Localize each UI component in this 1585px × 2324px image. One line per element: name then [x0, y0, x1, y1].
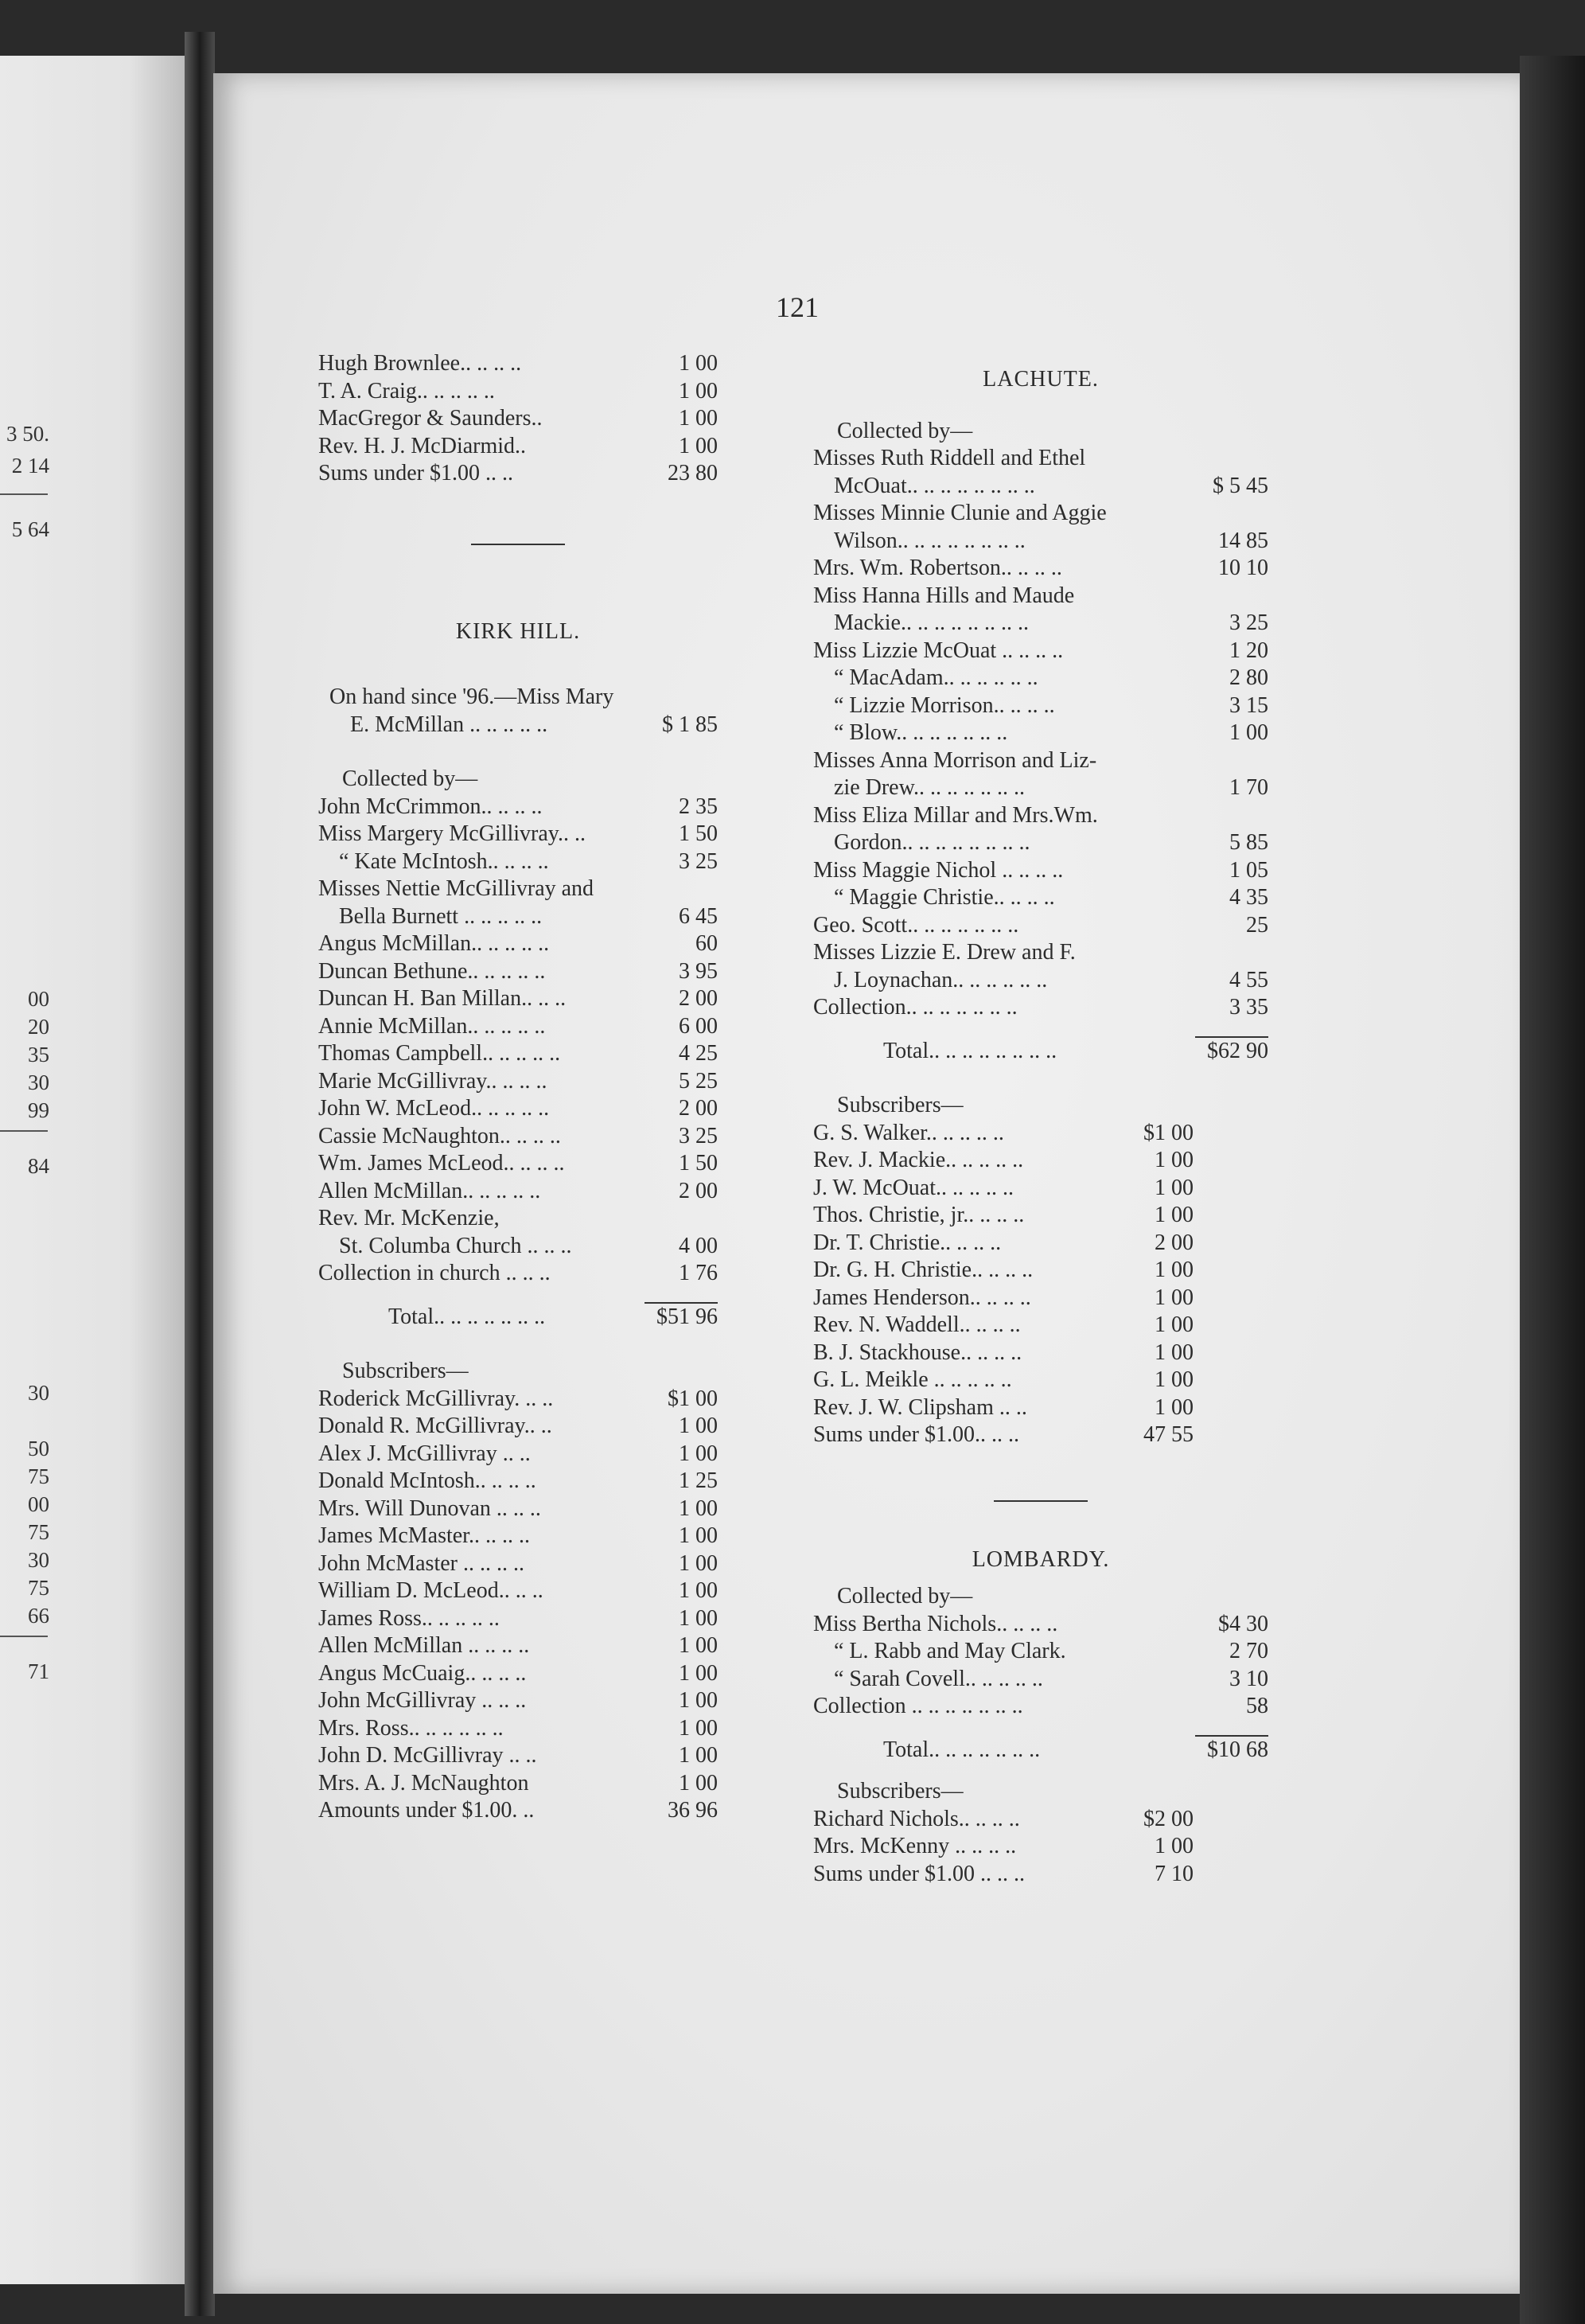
ledger-row	[813, 610, 1268, 638]
entry-amount: 2 70	[1229, 1639, 1268, 1663]
prev-page-fragment: 2 14	[11, 454, 49, 478]
entry-name: Mrs. McKenny .. .. .. ..	[813, 1834, 1017, 1858]
prev-page-fragment: 3 50.	[6, 422, 49, 446]
entry-name: Allen McMillan.. .. .. .. ..	[318, 1178, 541, 1203]
entry-name: Miss Bertha Nichols.. .. .. ..	[813, 1611, 1058, 1636]
ledger-row	[813, 1421, 1194, 1449]
entry-amount: 1 00	[1155, 1394, 1194, 1420]
ledger-row	[813, 1285, 1194, 1312]
ledger-row	[318, 1632, 718, 1660]
entry-name: Sums under $1.00 .. ..	[318, 461, 513, 485]
entry-name: Gordon.. .. .. .. .. .. .. ..	[834, 830, 1030, 855]
entry-amount: 1 00	[1155, 1339, 1194, 1365]
prev-page-rule	[0, 493, 48, 495]
entry-amount	[1264, 802, 1268, 830]
entry-amount: 2 00	[679, 1178, 718, 1203]
ledger-row	[318, 1013, 718, 1041]
ledger-row	[813, 1202, 1194, 1230]
entry-amount: 1 00	[1155, 1834, 1194, 1858]
prev-page-fragment: 00	[28, 1492, 49, 1516]
entry-name: E. McMillan .. .. .. .. ..	[350, 712, 548, 737]
entry-amount: $2 00	[1143, 1806, 1194, 1831]
entry-amount: 4 25	[679, 1041, 718, 1066]
ledger-row	[318, 1742, 718, 1770]
entry-amount: 23 80	[668, 461, 718, 485]
ledger-row	[813, 829, 1268, 857]
on-hand-amount-row	[329, 712, 718, 739]
prev-page-fragment: 00	[28, 987, 49, 1011]
ledger-row	[813, 1339, 1194, 1367]
entry-amount	[713, 1205, 718, 1233]
entry-amount: 1 00	[679, 351, 718, 376]
entry-name: Thos. Christie, jr.. .. .. ..	[813, 1203, 1025, 1227]
entry-name: Donald R. McGillivray.. ..	[318, 1414, 552, 1438]
entry-name: James McMaster.. .. .. ..	[318, 1523, 530, 1548]
prev-page-fragment: 30	[28, 1381, 49, 1405]
entry-name: T. A. Craig.. .. .. .. ..	[318, 378, 495, 404]
entry-amount	[713, 875, 718, 903]
ledger-row	[318, 1770, 718, 1798]
entry-name: Roderick McGillivray. .. ..	[318, 1386, 554, 1411]
ledger-row	[318, 1577, 718, 1605]
entry-name: zie Drew.. .. .. .. .. .. ..	[834, 775, 1026, 800]
ledger-row	[318, 1687, 718, 1715]
entry-amount: 7 10	[1155, 1861, 1194, 1886]
entry-name: MacGregor & Saunders..	[318, 406, 543, 431]
ledger-row	[813, 747, 1268, 775]
entry-name: G. S. Walker.. .. .. .. ..	[813, 1120, 1004, 1145]
total-amount: $62 90	[1207, 1038, 1268, 1063]
ledger-row	[813, 1806, 1194, 1834]
entry-name: Alex J. McGillivray .. ..	[318, 1441, 531, 1466]
entry-name: Duncan H. Ban Millan.. .. ..	[318, 986, 567, 1011]
prev-page-rule	[0, 1130, 48, 1132]
ledger-row	[813, 1394, 1194, 1422]
entry-amount: 6 00	[679, 1013, 718, 1039]
entry-name: William D. McLeod.. .. ..	[318, 1578, 543, 1603]
ledger-row	[813, 1230, 1194, 1258]
entry-amount: 1 00	[679, 1715, 718, 1741]
entry-name: Bella Burnett .. .. .. .. ..	[339, 903, 543, 929]
entry-name: Miss Lizzie McOuat .. .. .. ..	[813, 638, 1064, 663]
ledger-row	[813, 473, 1268, 501]
entry-name: James Henderson.. .. .. ..	[813, 1285, 1031, 1310]
entry-name: Rev. H. J. McDiarmid..	[318, 433, 527, 458]
entry-amount: 1 00	[679, 406, 718, 431]
ledger-row	[318, 1260, 718, 1288]
entry-name: Wilson.. .. .. .. .. .. .. ..	[834, 528, 1026, 553]
ledger-row	[318, 1495, 718, 1523]
entry-amount: $4 30	[1218, 1611, 1268, 1636]
entry-amount: 3 25	[679, 1123, 718, 1148]
entry-name: John McMaster .. .. .. ..	[318, 1550, 524, 1576]
entry-amount: 1 25	[679, 1468, 718, 1493]
total-amount: $10 68	[1207, 1737, 1268, 1762]
entry-name: “ MacAdam.. .. .. .. .. ..	[834, 665, 1038, 690]
total-row	[813, 1737, 1268, 1764]
entry-name: B. J. Stackhouse.. .. .. ..	[813, 1339, 1022, 1365]
entry-name: Misses Minnie Clunie and Aggie	[813, 501, 1107, 525]
entry-amount: 1 00	[679, 433, 718, 458]
ledger-row	[318, 1413, 718, 1441]
ledger-row	[318, 405, 718, 433]
entry-name: Cassie McNaughton.. .. .. ..	[318, 1123, 561, 1148]
ledger-row	[318, 1550, 718, 1578]
entry-amount: 1 00	[679, 1633, 718, 1658]
entry-amount: 25	[1246, 912, 1268, 938]
entry-name: Marie McGillivray.. .. .. ..	[318, 1068, 547, 1094]
collected-by-label: Collected by—	[342, 766, 478, 791]
entry-name: Mrs. Wm. Robertson.. .. .. ..	[813, 556, 1062, 580]
entry-name: St. Columba Church .. .. ..	[339, 1233, 572, 1258]
ledger-row	[813, 1147, 1194, 1175]
entry-amount: 60	[695, 931, 718, 956]
ledger-row	[813, 1175, 1194, 1203]
entry-amount: 1 05	[1229, 857, 1268, 883]
ledger-row	[813, 528, 1268, 556]
entry-amount: 2 80	[1229, 665, 1268, 690]
entry-amount: $ 5 45	[1213, 473, 1268, 498]
subscribers-label: Subscribers—	[837, 1779, 964, 1803]
entry-name: Angus McCuaig.. .. .. ..	[318, 1660, 527, 1686]
subscribers-label: Subscribers—	[342, 1359, 469, 1383]
ledger-row	[318, 930, 718, 958]
entry-name: Miss Margery McGillivray.. ..	[318, 821, 586, 846]
ledger-row	[813, 1833, 1194, 1861]
entry-amount: 1 00	[679, 1688, 718, 1713]
entry-name: G. L. Meikle .. .. .. .. ..	[813, 1367, 1012, 1392]
entry-amount: 1 50	[679, 821, 718, 846]
ledger-row	[318, 875, 718, 903]
entry-name: Hugh Brownlee.. .. .. ..	[318, 351, 522, 376]
entry-amount: 1 00	[1155, 1203, 1194, 1227]
ledger-row	[813, 638, 1268, 665]
entry-amount: $1 00	[668, 1386, 718, 1411]
entry-name: Richard Nichols.. .. .. ..	[813, 1806, 1020, 1831]
entry-name: John McGillivray .. .. ..	[318, 1688, 527, 1713]
entry-name: “ Sarah Covell.. .. .. .. ..	[834, 1666, 1043, 1691]
entry-name: Miss Maggie Nichol .. .. .. ..	[813, 857, 1064, 883]
ledger-row	[318, 433, 718, 461]
prev-page-fragment: 75	[28, 1520, 49, 1544]
entry-name: Misses Lizzie E. Drew and F.	[813, 940, 1076, 965]
page-number: 121	[776, 291, 819, 323]
ledger-row	[318, 1386, 718, 1414]
total-row	[813, 1038, 1268, 1066]
entry-amount: 2 00	[1155, 1230, 1194, 1255]
ledger-row	[813, 994, 1268, 1022]
entry-amount: 1 20	[1229, 638, 1268, 663]
entry-name: Collection in church .. .. ..	[318, 1261, 551, 1285]
entry-name: Angus McMillan.. .. .. .. ..	[318, 931, 550, 956]
prev-page-fragment: 75	[28, 1464, 49, 1488]
ledger-row	[813, 583, 1268, 610]
entry-amount: 47 55	[1143, 1422, 1194, 1447]
right-column	[813, 366, 1268, 1888]
ledger-row	[318, 1660, 718, 1688]
entry-amount: 1 00	[679, 1414, 718, 1438]
entry-name: Misses Ruth Riddell and Ethel	[813, 446, 1086, 470]
subscribers-label: Subscribers—	[837, 1093, 964, 1117]
entry-amount: 14 85	[1218, 528, 1268, 553]
prev-page-fragment: 30	[28, 1070, 49, 1094]
collected-by-label: Collected by—	[837, 1584, 973, 1608]
entry-amount: 1 00	[679, 1441, 718, 1466]
entry-amount: 5 85	[1229, 830, 1268, 855]
entry-amount: 1 00	[679, 1523, 718, 1548]
entry-amount: 1 00	[679, 378, 718, 404]
ledger-row	[813, 967, 1268, 995]
entry-name: John D. McGillivray .. ..	[318, 1743, 537, 1768]
entry-name: Amounts under $1.00. ..	[318, 1798, 535, 1823]
entry-amount	[1264, 500, 1268, 528]
entry-name: Mrs. A. J. McNaughton	[318, 1770, 529, 1796]
entry-amount: 3 10	[1229, 1666, 1268, 1691]
section-title-lombardy: LOMBARDY.	[972, 1546, 1110, 1572]
entry-amount: 1 00	[1155, 1148, 1194, 1172]
ledger-row	[813, 1638, 1268, 1666]
entry-amount: 2 00	[679, 986, 718, 1011]
entry-amount: $ 1 85	[662, 712, 718, 737]
entry-amount: 1 76	[679, 1261, 718, 1285]
ledger-row	[318, 1040, 718, 1068]
entry-name: McOuat.. .. .. .. .. .. .. ..	[834, 473, 1035, 498]
ledger-row	[318, 1233, 718, 1261]
ledger-row	[318, 1178, 718, 1206]
entry-amount: 10 10	[1218, 556, 1268, 580]
ledger-row	[813, 1257, 1194, 1285]
ledger-row	[318, 794, 718, 821]
entry-amount: 1 00	[679, 1605, 718, 1631]
entry-name: Sums under $1.00.. .. ..	[813, 1422, 1019, 1447]
prev-page-rule	[0, 1636, 48, 1637]
entry-amount: 4 35	[1229, 885, 1268, 910]
entry-name: Misses Anna Morrison and Liz-	[813, 747, 1097, 773]
entry-name: Mrs. Will Dunovan .. .. ..	[318, 1495, 541, 1521]
entry-amount: 36 96	[668, 1798, 718, 1823]
entry-amount: 5 25	[679, 1068, 718, 1094]
ledger-row	[813, 1666, 1268, 1694]
total-label: Total.. .. .. .. .. .. .. ..	[883, 1038, 1057, 1063]
ledger-row	[318, 1797, 718, 1825]
entry-amount	[1264, 939, 1268, 967]
entry-name: Miss Eliza Millar and Mrs.Wm.	[813, 802, 1098, 828]
entry-amount: 1 00	[1155, 1175, 1194, 1200]
right-page-edge	[1520, 56, 1585, 2324]
entry-name: Wm. James McLeod.. .. .. ..	[318, 1151, 565, 1176]
entry-amount	[1264, 445, 1268, 473]
entry-amount: $1 00	[1143, 1120, 1194, 1145]
ledger-row	[813, 884, 1268, 912]
entry-name: John McCrimmon.. .. .. ..	[318, 794, 543, 819]
ledger-row	[813, 857, 1268, 885]
entry-name: Annie McMillan.. .. .. .. ..	[318, 1013, 546, 1039]
prev-page-fragment: 66	[28, 1604, 49, 1628]
entry-name: Allen McMillan .. .. .. ..	[318, 1633, 530, 1658]
entry-amount: 1 00	[1155, 1285, 1194, 1310]
entry-amount: 1 00	[679, 1550, 718, 1576]
ledger-row	[813, 1693, 1268, 1721]
prev-page-fragment: 99	[28, 1098, 49, 1122]
entry-amount: 1 00	[1155, 1367, 1194, 1392]
section-title-lachute: LACHUTE.	[983, 367, 1099, 392]
entry-name: Sums under $1.00 .. .. ..	[813, 1861, 1025, 1886]
ledger-row	[813, 1312, 1194, 1339]
ledger-row	[318, 1523, 718, 1550]
entry-name: Mackie.. .. .. .. .. .. .. ..	[834, 610, 1029, 635]
on-hand-line: On hand since '96.—Miss Mary	[329, 684, 614, 709]
entry-amount: 1 00	[679, 1578, 718, 1603]
ledger-row	[813, 665, 1268, 692]
ledger-row	[813, 1861, 1194, 1889]
ledger-row	[813, 939, 1268, 967]
entry-amount: 6 45	[679, 903, 718, 929]
entry-name: Rev. J. Mackie.. .. .. .. ..	[813, 1148, 1024, 1172]
entry-name: James Ross.. .. .. .. ..	[318, 1605, 500, 1631]
entry-amount: 1 70	[1229, 775, 1268, 800]
entry-amount: 2 35	[679, 794, 718, 819]
ledger-row	[318, 1715, 718, 1743]
entry-amount: 3 95	[679, 958, 718, 984]
ledger-row	[318, 1095, 718, 1123]
section-title-kirk-hill: KIRK HILL.	[455, 618, 581, 644]
entry-name: Collection.. .. .. .. .. .. ..	[813, 995, 1018, 1020]
entry-amount: 1 00	[679, 1743, 718, 1768]
entry-amount: 3 25	[1229, 610, 1268, 635]
entry-name: “ Blow.. .. .. .. .. .. ..	[834, 720, 1008, 745]
entry-amount: 3 35	[1229, 995, 1268, 1020]
ledger-row	[813, 912, 1268, 940]
entry-amount: 4 55	[1229, 967, 1268, 992]
ledger-row	[813, 774, 1268, 802]
prev-page-fragment: 30	[28, 1548, 49, 1572]
entry-name: Duncan Bethune.. .. .. .. ..	[318, 958, 546, 984]
entry-name: Misses Nettie McGillivray and	[318, 876, 594, 901]
entry-name: Rev. Mr. McKenzie,	[318, 1206, 500, 1230]
entry-name: “ L. Rabb and May Clark.	[834, 1639, 1066, 1663]
prev-page-fragment: 71	[28, 1659, 49, 1683]
ledger-row	[318, 1605, 718, 1633]
entry-name: Miss Hanna Hills and Maude	[813, 583, 1075, 608]
ledger-row	[813, 555, 1268, 583]
entry-name: Dr. T. Christie.. .. .. ..	[813, 1230, 1002, 1255]
total-amount: $51 96	[656, 1304, 718, 1329]
left-column	[318, 350, 718, 1825]
entry-amount: 1 00	[679, 1495, 718, 1521]
entry-amount	[1264, 747, 1268, 775]
previous-page-edge	[0, 56, 185, 2284]
ledger-row	[318, 903, 718, 931]
entry-amount: 1 00	[679, 1660, 718, 1686]
ledger-row	[813, 719, 1268, 747]
ledger-row	[318, 350, 718, 378]
entry-amount: 2 00	[679, 1096, 718, 1121]
entry-name: “ Lizzie Morrison.. .. .. ..	[834, 692, 1055, 718]
entry-name: Mrs. Ross.. .. .. .. .. ..	[318, 1715, 504, 1741]
entry-name: “ Maggie Christie.. .. .. ..	[834, 885, 1055, 910]
ledger-row	[813, 1367, 1194, 1394]
entry-name: John W. McLeod.. .. .. .. ..	[318, 1096, 550, 1121]
ledger-row	[318, 1150, 718, 1178]
ledger-row	[813, 1611, 1268, 1639]
entry-name: Rev. J. W. Clipsham .. ..	[813, 1394, 1027, 1420]
ledger-row	[813, 500, 1268, 528]
entry-name: “ Kate McIntosh.. .. .. ..	[339, 848, 549, 874]
entry-amount: 3 15	[1229, 692, 1268, 718]
ledger-row	[318, 821, 718, 848]
prev-page-fragment: 5 64	[11, 517, 49, 541]
ledger-row	[318, 1468, 718, 1495]
book-gutter	[185, 32, 215, 2316]
entry-name: J. W. McOuat.. .. .. .. ..	[813, 1175, 1014, 1200]
ledger-row	[813, 802, 1268, 830]
ledger-row	[813, 1120, 1194, 1148]
entry-amount: 4 00	[679, 1233, 718, 1258]
ledger-row	[318, 1068, 718, 1096]
entry-name: Rev. N. Waddell.. .. .. ..	[813, 1312, 1021, 1337]
ledger-row	[318, 378, 718, 406]
entry-amount: 1 50	[679, 1151, 718, 1176]
collected-by-label: Collected by—	[837, 418, 973, 443]
total-row	[318, 1304, 718, 1332]
entry-amount	[1264, 583, 1268, 610]
entry-amount: 3 25	[679, 848, 718, 874]
prev-page-fragment: 35	[28, 1043, 49, 1066]
total-label: Total.. .. .. .. .. .. ..	[883, 1737, 1041, 1762]
prev-page-fragment: 84	[28, 1154, 49, 1178]
ledger-row	[318, 1205, 718, 1233]
prev-page-fragment: 75	[28, 1576, 49, 1600]
ledger-row	[318, 460, 718, 488]
entry-name: Geo. Scott.. .. .. .. .. .. ..	[813, 912, 1019, 938]
entry-amount: 58	[1246, 1694, 1268, 1718]
entry-amount: 1 00	[1155, 1312, 1194, 1337]
ledger-row	[813, 445, 1268, 473]
ledger-row	[318, 958, 718, 986]
ledger-row	[318, 848, 718, 876]
entry-amount: 1 00	[1229, 720, 1268, 745]
ledger-row	[318, 1123, 718, 1151]
ledger-row	[318, 1441, 718, 1468]
entry-name: J. Loynachan.. .. .. .. .. ..	[834, 967, 1048, 992]
entry-amount: 1 00	[1155, 1258, 1194, 1282]
ledger-row	[813, 692, 1268, 720]
ledger-row	[318, 985, 718, 1013]
prev-page-fragment: 20	[28, 1015, 49, 1039]
entry-name: Collection .. .. .. .. .. .. ..	[813, 1694, 1023, 1718]
entry-name: Thomas Campbell.. .. .. .. ..	[318, 1041, 561, 1066]
entry-name: Donald McIntosh.. .. .. ..	[318, 1468, 536, 1493]
entry-name: Dr. G. H. Christie.. .. .. ..	[813, 1258, 1034, 1282]
entry-amount: 1 00	[679, 1770, 718, 1796]
total-label: Total.. .. .. .. .. .. ..	[388, 1304, 546, 1329]
prev-page-fragment: 50	[28, 1437, 49, 1460]
